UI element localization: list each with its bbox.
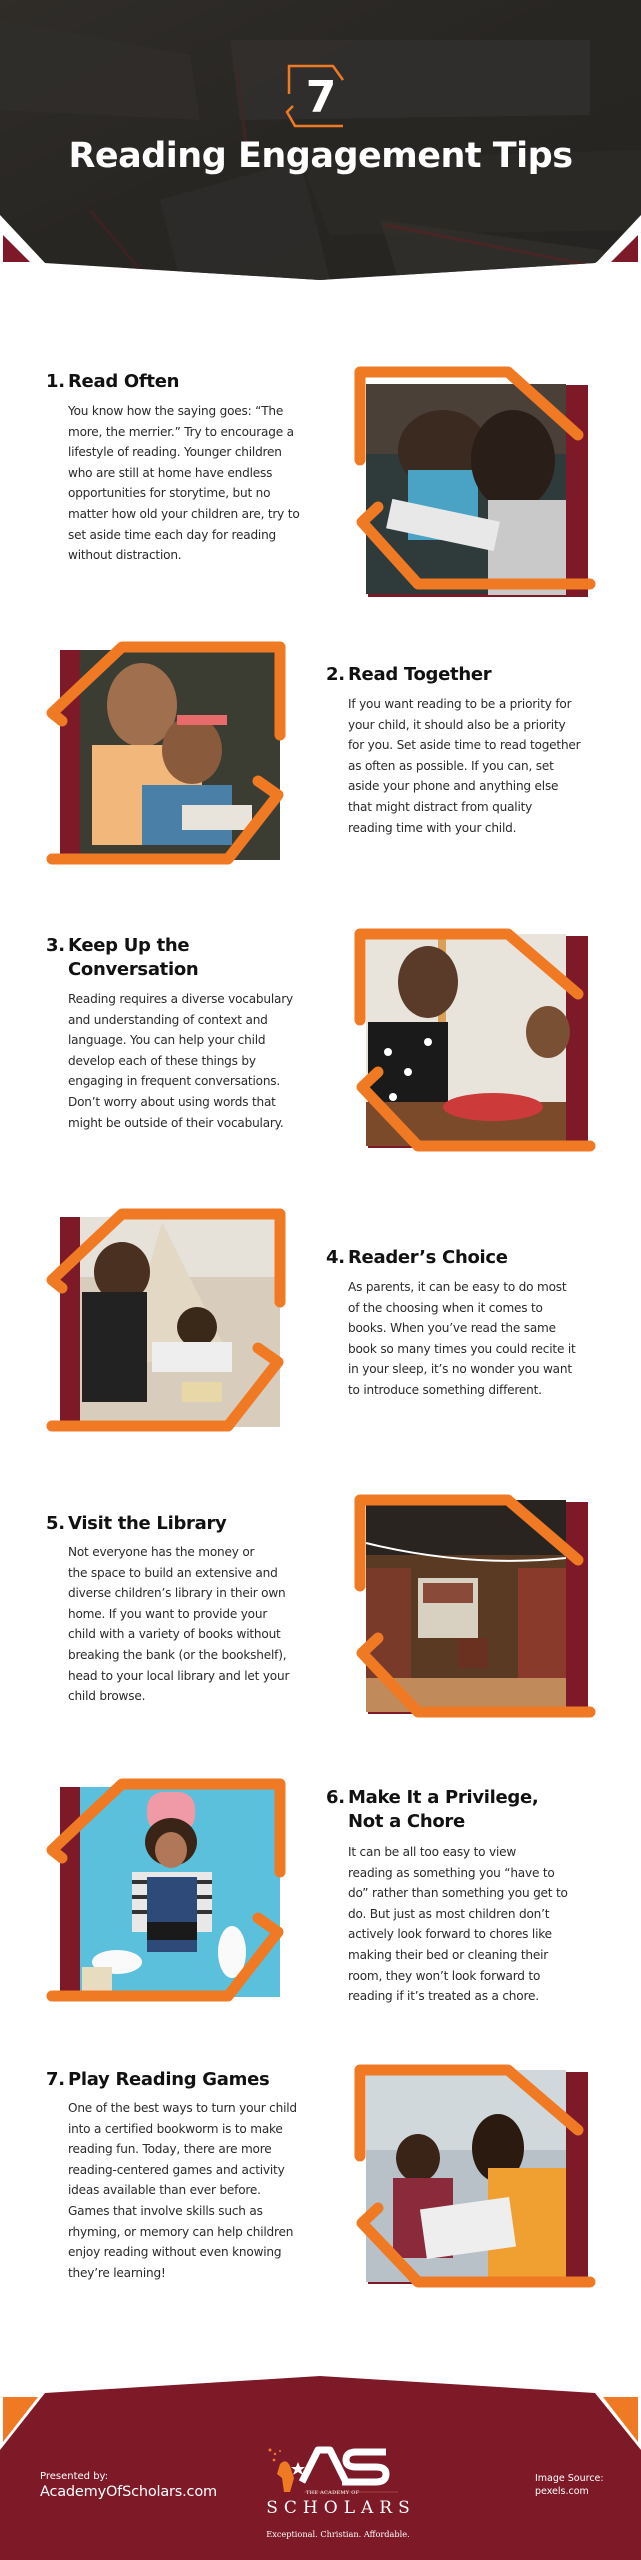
tip-title (46, 1512, 227, 1536)
header-banner (0, 0, 641, 285)
tip-title (326, 663, 491, 687)
text-line: 7. (46, 2069, 65, 2090)
text-line: ideas available than ever before. (68, 2183, 261, 2198)
tip-body (68, 1542, 289, 1707)
text-line: 5. (46, 1513, 65, 1534)
presented-by (40, 2470, 217, 2501)
text-line: set aside time each day for reading (68, 527, 277, 542)
text-line: If you want reading to be a priority for (348, 697, 572, 711)
text-line: room, they won’t look forward to (348, 1968, 541, 1983)
image-source-link[interactable]: pexels.com (535, 2486, 589, 2497)
footer (0, 2360, 641, 2560)
academy-of-scholars-logo (258, 2442, 418, 2542)
text-line: home. If you want to provide your (68, 1606, 268, 1621)
text-line: making their bed or cleaning their (348, 1947, 549, 1962)
text-line: book so many times you could recite it (348, 1341, 576, 1356)
text-line: of the choosing when it comes to (348, 1300, 543, 1315)
text-line: reading as something you “have to (348, 1865, 555, 1880)
image-source-label: Image Source: (535, 2473, 604, 2484)
text-line: 3. (46, 935, 65, 956)
text-line: Reader’s Choice (348, 1247, 508, 1268)
text-line: opportunities for storytime, but no (68, 486, 271, 501)
text-line: Read Often (68, 371, 180, 392)
text-line: into a certified bookworm is to make (68, 2121, 283, 2136)
text-line: enjoy reading without even knowing (68, 2245, 282, 2260)
text-line: Visit the Library (68, 1513, 227, 1534)
logo-line-2: SCHOLARS (266, 2498, 416, 2518)
tip-image-frame (348, 360, 598, 590)
badge-number: 7 (305, 72, 337, 123)
tip-body (68, 989, 293, 1133)
text-line: do. But just as most children don’t (348, 1906, 550, 1921)
tip-title (46, 370, 179, 394)
page-title: Reading Engagement Tips (68, 136, 573, 176)
text-line: You know how the saying goes: “The (68, 404, 284, 418)
text-line: Read Together (348, 664, 492, 685)
text-line: breaking the bank (or the bookshelf), (68, 1647, 287, 1662)
text-line: Games that involve skills such as (68, 2203, 263, 2218)
tip-image-frame (32, 1202, 282, 1432)
text-line: Conversation (68, 959, 199, 980)
text-line: books. When you’ve read the same (348, 1321, 556, 1336)
tip-image-frame (348, 922, 598, 1152)
text-line: child with a variety of books without (68, 1627, 281, 1642)
text-line: aside your phone and anything else (348, 779, 559, 794)
text-line: develop each of these things by (68, 1053, 256, 1068)
text-line: language. You can help your child (68, 1033, 266, 1048)
text-line: Not everyone has the money or (68, 1545, 255, 1559)
presented-by-label: Presented by: (40, 2471, 109, 2482)
text-line: It can be all too easy to view (348, 1845, 517, 1859)
text-line: who are still at home have endless (68, 465, 273, 480)
tip-title (326, 1246, 508, 1270)
text-line: As parents, it can be easy to do most (348, 1280, 567, 1294)
text-line: Make It a Privilege, (348, 1787, 539, 1808)
text-line: 4. (326, 1247, 345, 1268)
tip-image-frame (348, 1488, 598, 1718)
text-line: more, the merrier.” Try to encourage a (68, 424, 294, 439)
text-line: 1. (46, 371, 65, 392)
text-line: as often as possible. If you can, set (348, 758, 554, 773)
text-line: reading if it’s treated as a chore. (348, 1989, 539, 2004)
text-line: reading-centered games and activity (68, 2162, 285, 2177)
text-line: Not a Chore (348, 1811, 465, 1832)
logo-tagline: Exceptional. Christian. Affordable. (266, 2529, 410, 2539)
tip-body (68, 2098, 297, 2283)
text-line: actively look forward to chores like (348, 1927, 552, 1942)
tip-title (46, 934, 198, 982)
text-line: lifestyle of reading. Younger children (68, 445, 282, 460)
text-line: reading fun. Today, there are more (68, 2142, 272, 2157)
text-line: 2. (326, 664, 345, 685)
text-line: diverse children’s library in their own (68, 1586, 286, 1601)
image-source (535, 2472, 604, 2498)
tip-body (68, 401, 300, 566)
tip-body (348, 694, 580, 838)
text-line: 6. (326, 1787, 345, 1808)
text-line: for you. Set aside time to read together (348, 738, 581, 753)
text-line: and understanding of context and (68, 1012, 268, 1027)
text-line: rhyming, or memory can help children (68, 2224, 294, 2239)
tip-image-frame (348, 2058, 598, 2288)
child-silhouette-icon (277, 2461, 294, 2492)
text-line: to introduce something different. (348, 1382, 542, 1397)
text-line: engaging in frequent conversations. (68, 1074, 281, 1089)
text-line: Play Reading Games (68, 2069, 270, 2090)
text-line: One of the best ways to turn your child (68, 2101, 297, 2115)
text-line: the space to build an extensive and (68, 1565, 278, 1580)
text-line: Reading requires a diverse vocabulary (68, 992, 293, 1006)
text-line: that might distract from quality (348, 799, 533, 814)
tip-body (348, 1842, 568, 2007)
tip-image-frame (32, 635, 282, 865)
text-line: head to your local library and let your (68, 1668, 290, 1683)
tip-body (348, 1277, 576, 1401)
text-line: without distraction. (68, 548, 182, 563)
text-line: child browse. (68, 1689, 146, 1704)
text-line: do” rather than something you get to (348, 1886, 568, 1901)
logo-line-1: THE ACADEMY OF (306, 2490, 360, 2496)
text-line: they’re learning! (68, 2265, 166, 2280)
presented-by-link[interactable]: AcademyOfScholars.com (40, 2484, 217, 2500)
text-line: Don’t worry about using words that (68, 1094, 276, 1109)
text-line: might be outside of their vocabulary. (68, 1115, 284, 1130)
tip-title (326, 1786, 538, 1834)
tip-title (46, 2068, 269, 2092)
tips-count-badge (285, 64, 357, 130)
text-line: matter how old your children are, try to (68, 506, 300, 521)
text-line: your child, it should also be a priority (348, 717, 566, 732)
text-line: reading time with your child. (348, 820, 517, 835)
text-line: in your sleep, it’s no wonder you want (348, 1362, 572, 1377)
tip-image-frame (32, 1772, 282, 2002)
text-line: Keep Up the (68, 935, 190, 956)
